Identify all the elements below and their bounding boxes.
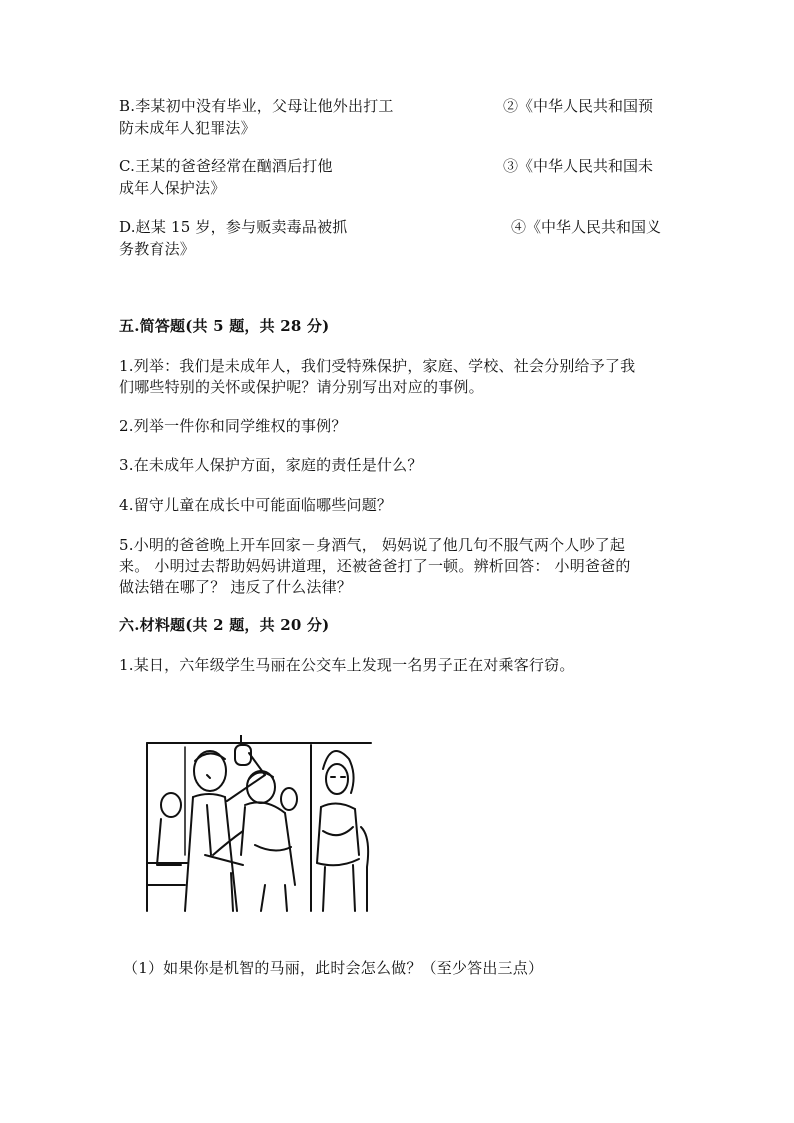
match-b-cont: 防未成年人犯罪法》: [119, 119, 256, 137]
s5-q5-line2: 来。 小明过去帮助妈妈讲道理，还被爸爸打了一顿。辨析回答： 小明爸爸的: [119, 557, 631, 575]
match-c-left: C.王某的爸爸经常在酗酒后打他: [119, 157, 333, 175]
match-b-right: ②《中华人民共和国预: [503, 97, 654, 115]
match-b-left: B.李某初中没有毕业，父母让他外出打工: [119, 97, 394, 115]
s5-q5-line1: 5.小明的爸爸晚上开车回家－身酒气， 妈妈说了他几句不服气两个人吵了起: [119, 536, 626, 554]
s5-q3: 3.在未成年人保护方面，家庭的责任是什么？: [119, 456, 423, 474]
s6-q1-sub1: （1）如果你是机智的马丽，此时会怎么做？（至少答出三点）: [123, 959, 544, 977]
match-d-cont: 务教育法》: [119, 240, 196, 258]
section6-title: 六.材料题(共 2 题，共 20 分): [119, 616, 330, 634]
bus-pickpocket-illustration: [145, 735, 373, 913]
s5-q1-line2: 们哪些特别的关怀或保护呢？请分别写出对应的事例。: [119, 378, 484, 396]
s5-q1-line1: 1.列举：我们是未成年人，我们受特殊保护，家庭、学校、社会分别给予了我: [119, 357, 636, 375]
s5-q2: 2.列举一件你和同学维权的事例？: [119, 417, 347, 435]
s5-q4: 4.留守儿童在成长中可能面临哪些问题？: [119, 496, 393, 514]
match-d-right: ④《中华人民共和国义: [511, 218, 662, 236]
match-d-left: D.赵某 15 岁，参与贩卖毒品被抓: [119, 218, 348, 236]
match-c-right: ③《中华人民共和国未: [503, 157, 654, 175]
section5-title: 五.简答题(共 5 题，共 28 分): [119, 317, 330, 335]
s5-q5-line3: 做法错在哪了？ 违反了什么法律？: [119, 578, 352, 596]
s6-q1: 1.某日，六年级学生马丽在公交车上发现一名男子正在对乘客行窃。: [119, 656, 575, 674]
match-c-cont: 成年人保护法》: [119, 179, 226, 197]
